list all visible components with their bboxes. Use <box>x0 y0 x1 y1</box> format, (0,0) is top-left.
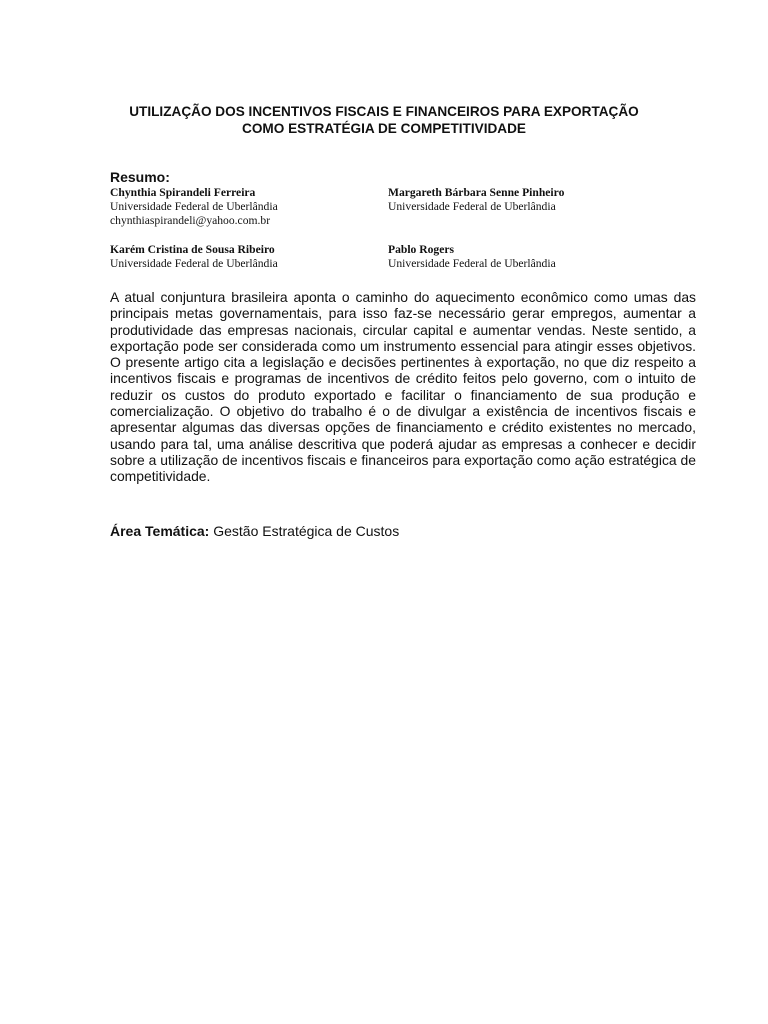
thematic-area-value: Gestão Estratégica de Custos <box>213 523 400 539</box>
author-block <box>110 243 278 271</box>
author-block <box>388 243 556 271</box>
resumo-heading: Resumo: <box>110 169 170 185</box>
author-name: Margareth Bárbara Senne Pinheiro <box>388 186 565 199</box>
author-block <box>388 186 564 214</box>
abstract-text: A atual conjuntura brasileira aponta o caminho do aquecimento econômico como umas das principais metas governamentais, para isso faz-se necessário gerar empregos, aumentar a produtividade das empresas nacionais, circular capital e aumentar vendas. Neste sentido, a exportação pode ser considerada como um instrumento essencial para atingir esses objetivos. O presente artigo cita a legislação e decisões pertinentes à exportação, no que diz respeito a incentivos fiscais e programas de incentivos de crédito feitos pelo governo, com o intuito de reduzir os custos do produto exportado e facilitar o financiamento de sua produção e comercialização. O objetivo do trabalho é o de divulgar a existência de incentivos fiscais e apresentar algumas das diversas opções de financiamento e crédito existentes no mercado, usando para tal, uma análise descritiva que poderá ajudar as empresas a conhecer e decidir sobre a utilização de incentivos fiscais e financeiros para exportação como ação estratégica de competitividade. <box>110 289 696 485</box>
author-name: Chynthia Spirandeli Ferreira <box>110 186 256 199</box>
author-email: chynthiaspirandeli@yahoo.com.br <box>110 214 271 227</box>
thematic-area-label: Área Temática: <box>110 523 210 539</box>
paper-title-line-1: UTILIZAÇÃO DOS INCENTIVOS FISCAIS E FINANCEIROS PARA EXPORTAÇÃO <box>129 104 639 119</box>
author-affiliation: Universidade Federal de Uberlândia <box>110 257 278 270</box>
thematic-area <box>110 522 399 540</box>
author-affiliation: Universidade Federal de Uberlândia <box>388 200 556 213</box>
author-block <box>110 186 278 228</box>
author-affiliation: Universidade Federal de Uberlândia <box>110 200 278 213</box>
author-affiliation: Universidade Federal de Uberlândia <box>388 257 556 270</box>
paper-title-line-2: COMO ESTRATÉGIA DE COMPETITIVIDADE <box>242 121 526 136</box>
author-name: Pablo Rogers <box>388 243 455 256</box>
author-name: Karém Cristina de Sousa Ribeiro <box>110 243 275 256</box>
paper-title <box>100 103 668 137</box>
